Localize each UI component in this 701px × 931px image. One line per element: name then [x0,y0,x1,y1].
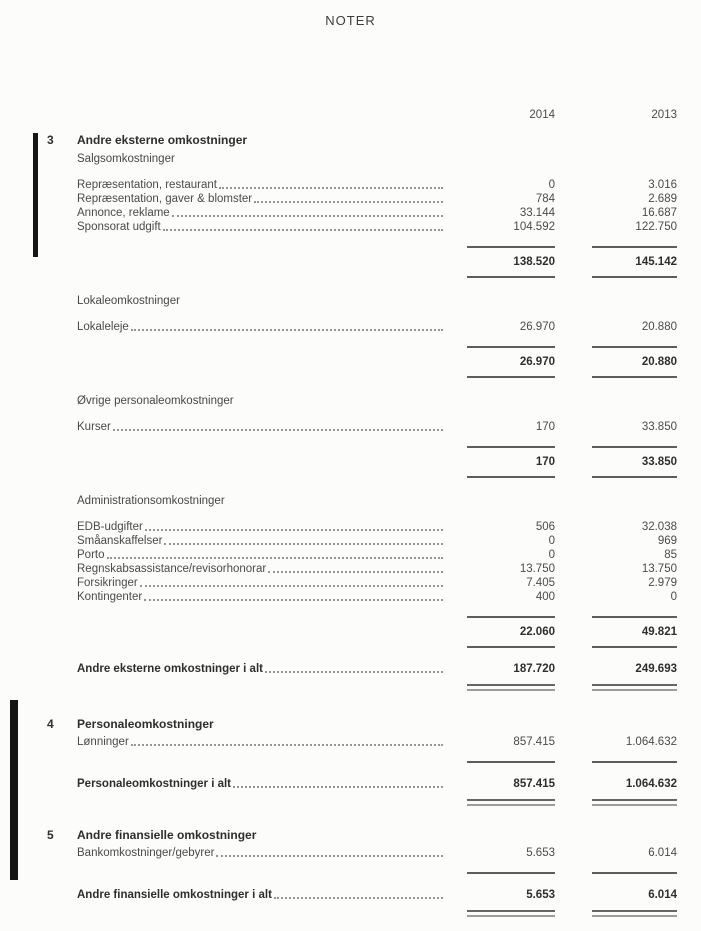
double-rule-col-2014 [445,910,555,917]
group-subtitle: Salgsomkostninger [77,153,175,165]
rule-line [467,246,555,248]
total-row-label-wrap [77,777,445,791]
line-item-row [77,735,677,749]
line-item-row [77,192,677,206]
double-rule [467,910,555,917]
line-item-label: Bankomkostninger/gebyrer [77,847,215,859]
double-rule-row [77,910,677,917]
line-item-row [77,178,677,192]
note-sections [47,133,677,917]
value-2014: 170 [535,456,555,468]
value-2013: 33.850 [641,456,677,468]
line-item-row [77,576,677,590]
note-section [47,717,677,806]
line-item-row-label-wrap [77,178,445,192]
line-item-row [77,590,677,604]
subtotal-rule-row [77,761,677,763]
group-subtitle: Øvrige personaleomkostninger [77,395,234,407]
total-label: Andre eksterne omkostninger i alt [77,663,263,675]
total-row [77,662,677,676]
double-rule [467,684,555,691]
line-item-label: Porto [77,549,105,561]
line-item-label: Repræsentation, restaurant [77,179,217,191]
value-2014: 857.415 [513,736,555,748]
dot-leader [144,599,443,601]
dot-leader [254,201,443,203]
rule-line [592,761,677,763]
value-2013: 0 [670,591,677,603]
line-item-row-label-wrap [77,320,445,334]
line-item-row [77,548,677,562]
rule-line [467,276,555,278]
line-item-label: Regnskabsassistance/revisorhonorar [77,563,267,575]
value-2014: 0 [548,549,555,561]
double-rule-col-2013 [592,799,677,806]
rule-col-2014 [445,376,555,378]
value-2014: 104.592 [513,221,555,233]
note-number: 5 [47,828,54,842]
value-2014: 170 [535,421,555,433]
line-item-row [77,320,677,334]
line-item-row-label-wrap [77,562,445,576]
value-2013: 33.850 [641,421,677,433]
double-rule-col-2013 [592,684,677,691]
rule-col-2014 [445,446,555,448]
double-rule [592,684,677,691]
line-item-row [77,520,677,534]
value-2014: 0 [548,179,555,191]
rule-col-2013 [592,476,677,478]
dot-leader [233,786,443,788]
subtotal-rule-row [77,646,677,648]
total-row [77,888,677,902]
dot-leader [131,744,443,746]
double-rule [592,799,677,806]
line-item-row-label-wrap [77,548,445,562]
line-item-label: Annonce, reklame [77,207,170,219]
section-header [47,828,677,842]
subtotal-rule-row [77,476,677,478]
line-item-row-label-wrap [77,590,445,604]
note-section [47,133,677,691]
page-content [0,108,701,917]
value-2013: 2.689 [648,193,677,205]
section-title: Andre eksterne omkostninger [77,133,248,147]
subtotal-rule-row [77,276,677,278]
total-row-label-wrap [77,888,445,902]
cost-group [77,152,677,278]
line-item-label: Kontingenter [77,591,143,603]
line-item-row-label-wrap [77,735,445,749]
value-2014: 5.653 [526,847,555,859]
double-rule-row [77,684,677,691]
double-rule-col-2014 [445,684,555,691]
group-subtitle: Administrationsomkostninger [77,495,225,507]
cost-group [77,494,677,648]
line-item-row [77,420,677,434]
note-number: 3 [47,133,54,147]
line-item-row-label-wrap [77,576,445,590]
rule-col-2013 [592,346,677,348]
rule-line [592,376,677,378]
scan-margin-mark-2 [10,700,18,880]
page-title: NOTER [325,13,376,28]
rule-col-2014 [445,246,555,248]
value-2014: 857.415 [513,778,555,790]
note-number: 4 [47,717,54,731]
subtotal-rule-row [77,346,677,348]
line-item-label: Småanskaffelser [77,535,163,547]
double-rule-col-2014 [445,799,555,806]
rule-col-2013 [592,376,677,378]
line-item-row-label-wrap [77,520,445,534]
dot-leader [145,529,443,531]
subtotal-rule-row [77,616,677,618]
line-item-row [77,206,677,220]
value-2013: 16.687 [641,207,677,219]
scan-margin-mark-1 [33,133,38,257]
dot-leader [164,543,443,545]
line-item-label: Lønninger [77,736,129,748]
value-2014: 33.144 [519,207,555,219]
line-item-row [77,846,677,860]
rule-line [467,872,555,874]
dot-leader [163,229,443,231]
section-header [47,717,677,731]
line-item-label: EDB-udgifter [77,521,143,533]
section-title: Personaleomkostninger [77,717,214,731]
value-2013: 3.016 [648,179,677,191]
double-rule-col-2013 [592,910,677,917]
value-2013: 969 [657,535,677,547]
value-2013: 122.750 [635,221,677,233]
cost-group [77,846,677,860]
rule-line [592,872,677,874]
dot-leader [274,897,443,899]
value-2013: 249.693 [635,663,677,675]
value-2013: 1.064.632 [625,778,677,790]
rule-col-2014 [445,616,555,618]
rule-col-2014 [445,346,555,348]
value-2014: 26.970 [519,321,555,333]
line-item-row-label-wrap [77,846,445,860]
value-2014: 506 [535,521,555,533]
subtotal-rule-row [77,246,677,248]
rule-line [467,376,555,378]
double-rule [467,799,555,806]
dot-leader [265,671,443,673]
rule-col-2014 [445,761,555,763]
rule-col-2013 [592,646,677,648]
line-item-row-label-wrap [77,534,445,548]
subtotal-rule-row [77,872,677,874]
rule-line [467,616,555,618]
line-item-row-label-wrap [77,206,445,220]
value-2013: 1.064.632 [625,736,677,748]
dot-leader [172,215,443,217]
subtotal-row [77,355,677,369]
rule-col-2013 [592,616,677,618]
rule-line [592,476,677,478]
section-header [47,133,677,147]
value-2014: 5.653 [526,889,555,901]
dot-leader [140,585,443,587]
line-item-row-label-wrap [77,220,445,234]
column-header-2014: 2014 [529,109,555,121]
rule-line [592,276,677,278]
line-item-row-label-wrap [77,192,445,206]
rule-col-2014 [445,476,555,478]
value-2014: 138.520 [513,256,555,268]
dot-leader [216,855,443,857]
value-2014: 400 [535,591,555,603]
total-row-label-wrap [77,662,445,676]
value-2013: 49.821 [641,626,677,638]
subtotal-rule-row [77,376,677,378]
rule-line [467,761,555,763]
dot-leader [131,329,443,331]
column-headers [77,108,677,122]
value-2014: 187.720 [513,663,555,675]
rule-col-2013 [592,761,677,763]
value-2013: 20.880 [641,321,677,333]
note-section [47,828,677,917]
line-item-row [77,220,677,234]
rule-line [592,646,677,648]
line-item-row [77,534,677,548]
rule-col-2013 [592,872,677,874]
value-2014: 13.750 [519,563,555,575]
total-label: Andre finansielle omkostninger i alt [77,889,272,901]
line-item-label: Kurser [77,421,111,433]
value-2014: 7.405 [526,577,555,589]
double-rule-row [77,799,677,806]
rule-line [592,346,677,348]
group-subtitle: Lokaleomkostninger [77,295,180,307]
value-2013: 145.142 [635,256,677,268]
value-2013: 20.880 [641,356,677,368]
cost-group [77,394,677,478]
rule-line [467,446,555,448]
subtotal-row [77,255,677,269]
line-item-row-label-wrap [77,420,445,434]
value-2013: 6.014 [648,889,677,901]
rule-line [592,246,677,248]
rule-col-2013 [592,246,677,248]
subtotal-row [77,455,677,469]
rule-col-2014 [445,646,555,648]
rule-col-2013 [592,276,677,278]
value-2013: 32.038 [641,521,677,533]
subtotal-rule-row [77,446,677,448]
total-row [77,777,677,791]
subtotal-row [77,625,677,639]
section-title: Andre finansielle omkostninger [77,828,257,842]
rule-col-2014 [445,872,555,874]
dot-leader [107,557,444,559]
rule-line [467,346,555,348]
column-header-2013: 2013 [651,109,677,121]
value-2013: 2.979 [648,577,677,589]
double-rule [592,910,677,917]
rule-col-2014 [445,276,555,278]
line-item-row [77,562,677,576]
dot-leader [268,571,443,573]
rule-line [467,476,555,478]
rule-line [592,616,677,618]
rule-line [592,446,677,448]
value-2013: 85 [664,549,677,561]
value-2013: 13.750 [641,563,677,575]
line-item-label: Sponsorat udgift [77,221,161,233]
line-item-label: Forsikringer [77,577,138,589]
rule-col-2013 [592,446,677,448]
dot-leader [219,187,443,189]
cost-group [77,294,677,378]
value-2014: 26.970 [519,356,555,368]
value-2014: 784 [535,193,555,205]
dot-leader [113,429,443,431]
value-2013: 6.014 [648,847,677,859]
value-2014: 0 [548,535,555,547]
total-label: Personaleomkostninger i alt [77,778,232,790]
line-item-label: Lokaleleje [77,321,129,333]
line-item-label: Repræsentation, gaver & blomster [77,193,253,205]
rule-line [467,646,555,648]
cost-group [77,735,677,749]
value-2014: 22.060 [519,626,555,638]
